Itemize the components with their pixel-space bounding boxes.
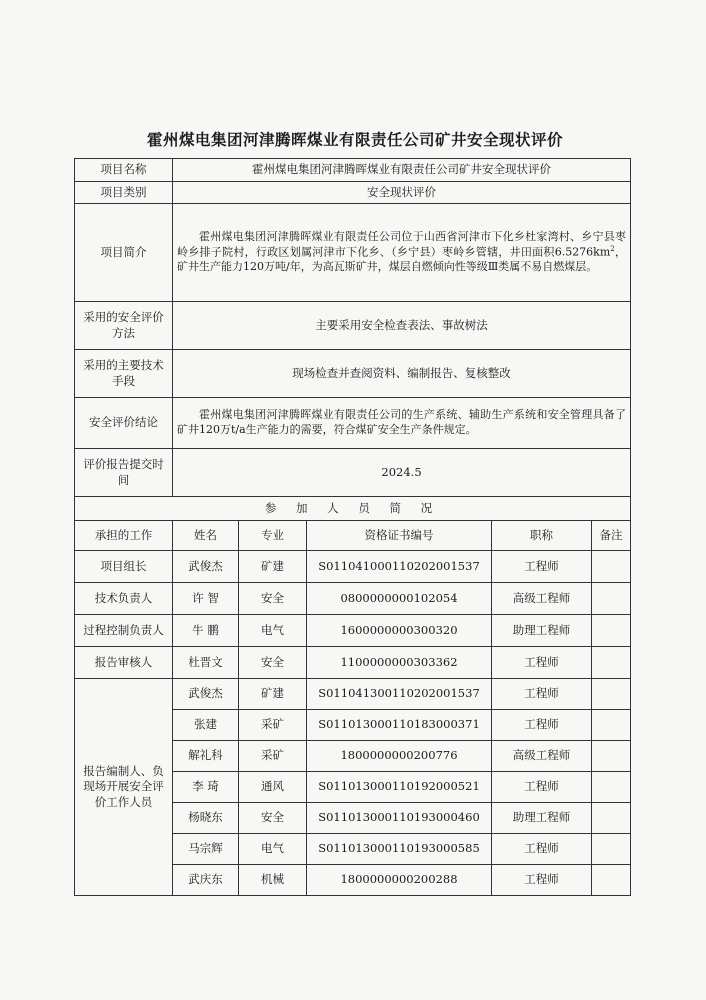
note-cell (592, 741, 631, 772)
conclusion-value: 霍州煤电集团河津腾晖煤业有限责任公司的生产系统、辅助生产系统和安全管理具备了矿井120万t/a生产能力的需要，符合煤矿安全生产条件规定。 (173, 398, 631, 449)
method-value: 主要采用安全检查表法、事故树法 (173, 302, 631, 350)
name-cell: 张建 (173, 710, 239, 741)
major-cell: 采矿 (239, 710, 307, 741)
major-cell: 矿建 (239, 551, 307, 583)
staff-header-row (75, 521, 631, 551)
staff-section-title: 参 加 人 员 简 况 (75, 497, 631, 521)
project-intro-row (75, 204, 631, 302)
cert-cell: S011013000110193000585 (307, 834, 492, 865)
name-cell: 许 智 (173, 583, 239, 615)
note-cell (592, 834, 631, 865)
intro-superscript: 2 (610, 244, 615, 253)
table-row (75, 647, 631, 679)
title-cell: 工程师 (492, 647, 592, 679)
group-role-cell: 报告编制人、负现场开展安全评价工作人员 (75, 679, 173, 896)
header-role: 承担的工作 (75, 521, 173, 551)
title-cell: 工程师 (492, 834, 592, 865)
name-cell: 李 琦 (173, 772, 239, 803)
intro-text-part-1: 霍州煤电集团河津腾晖煤业有限责任公司位于山西省河津市下化乡杜家湾村、乡宁县枣岭乡排子院村，行政区划属河津市下化乡、（乡宁县）枣岭乡管辖，井田面积6.5276km (177, 229, 627, 259)
table-row (75, 551, 631, 583)
note-cell (592, 803, 631, 834)
means-label: 采用的主要技术手段 (75, 350, 173, 398)
submit-value: 2024.5 (173, 449, 631, 497)
title-cell: 工程师 (492, 772, 592, 803)
project-name-label: 项目名称 (75, 159, 173, 182)
note-cell (592, 710, 631, 741)
header-cert: 资格证书编号 (307, 521, 492, 551)
project-name-row (75, 159, 631, 182)
title-cell: 工程师 (492, 865, 592, 896)
submit-label: 评价报告提交时间 (75, 449, 173, 497)
note-cell (592, 551, 631, 583)
cert-cell: S011013000110192000521 (307, 772, 492, 803)
major-cell: 安全 (239, 803, 307, 834)
table-row (75, 615, 631, 647)
name-cell: 杜晋文 (173, 647, 239, 679)
method-label: 采用的安全评价方法 (75, 302, 173, 350)
note-cell (592, 647, 631, 679)
name-cell: 武俊杰 (173, 551, 239, 583)
note-cell (592, 679, 631, 710)
major-cell: 矿建 (239, 679, 307, 710)
major-cell: 电气 (239, 615, 307, 647)
note-cell (592, 583, 631, 615)
name-cell: 牛 鹏 (173, 615, 239, 647)
title-cell: 工程师 (492, 710, 592, 741)
project-table (74, 158, 631, 896)
major-cell: 机械 (239, 865, 307, 896)
table-row (75, 583, 631, 615)
conclusion-row (75, 398, 631, 449)
cert-cell: S011041300110202001537 (307, 679, 492, 710)
means-row (75, 350, 631, 398)
intro-text-part-2: ，矿井生产能力120万吨/年，为高瓦斯矿井，煤层自燃倾向性等级Ⅲ类属不易自燃煤层。 (177, 245, 627, 274)
project-intro-value (173, 204, 631, 302)
major-cell: 通风 (239, 772, 307, 803)
major-cell: 电气 (239, 834, 307, 865)
method-row (75, 302, 631, 350)
major-cell: 安全 (239, 583, 307, 615)
title-cell: 工程师 (492, 551, 592, 583)
name-cell: 马宗辉 (173, 834, 239, 865)
major-cell: 安全 (239, 647, 307, 679)
project-intro-label: 项目简介 (75, 204, 173, 302)
means-value: 现场检查并查阅资料、编制报告、复核整改 (173, 350, 631, 398)
header-note: 备注 (592, 521, 631, 551)
project-category-label: 项目类别 (75, 182, 173, 204)
cert-cell: 1600000000300320 (307, 615, 492, 647)
submit-row (75, 449, 631, 497)
role-cell: 技术负责人 (75, 583, 173, 615)
cert-cell: 0800000000102054 (307, 583, 492, 615)
title-cell: 工程师 (492, 679, 592, 710)
role-cell: 报告审核人 (75, 647, 173, 679)
name-cell: 武庆东 (173, 865, 239, 896)
header-title: 职称 (492, 521, 592, 551)
staff-section-row (75, 497, 631, 521)
cert-cell: S011013000110193000460 (307, 803, 492, 834)
note-cell (592, 865, 631, 896)
header-major: 专业 (239, 521, 307, 551)
note-cell (592, 615, 631, 647)
cert-cell: 1100000000303362 (307, 647, 492, 679)
title-cell: 高级工程师 (492, 741, 592, 772)
project-category-row (75, 182, 631, 204)
name-cell: 武俊杰 (173, 679, 239, 710)
cert-cell: 1800000000200776 (307, 741, 492, 772)
project-category-value: 安全现状评价 (173, 182, 631, 204)
conclusion-label: 安全评价结论 (75, 398, 173, 449)
cert-cell: S011041000110202001537 (307, 551, 492, 583)
project-name-value: 霍州煤电集团河津腾晖煤业有限责任公司矿井安全现状评价 (173, 159, 631, 182)
role-cell: 过程控制负责人 (75, 615, 173, 647)
title-cell: 助理工程师 (492, 803, 592, 834)
role-cell: 项目组长 (75, 551, 173, 583)
major-cell: 采矿 (239, 741, 307, 772)
title-cell: 高级工程师 (492, 583, 592, 615)
cert-cell: 1800000000200288 (307, 865, 492, 896)
cert-cell: S011013000110183000371 (307, 710, 492, 741)
table-row (75, 679, 631, 710)
name-cell: 杨晓东 (173, 803, 239, 834)
header-name: 姓名 (173, 521, 239, 551)
title-cell: 助理工程师 (492, 615, 592, 647)
document-title: 霍州煤电集团河津腾晖煤业有限责任公司矿井安全现状评价 (146, 131, 563, 149)
name-cell: 解礼科 (173, 741, 239, 772)
note-cell (592, 772, 631, 803)
